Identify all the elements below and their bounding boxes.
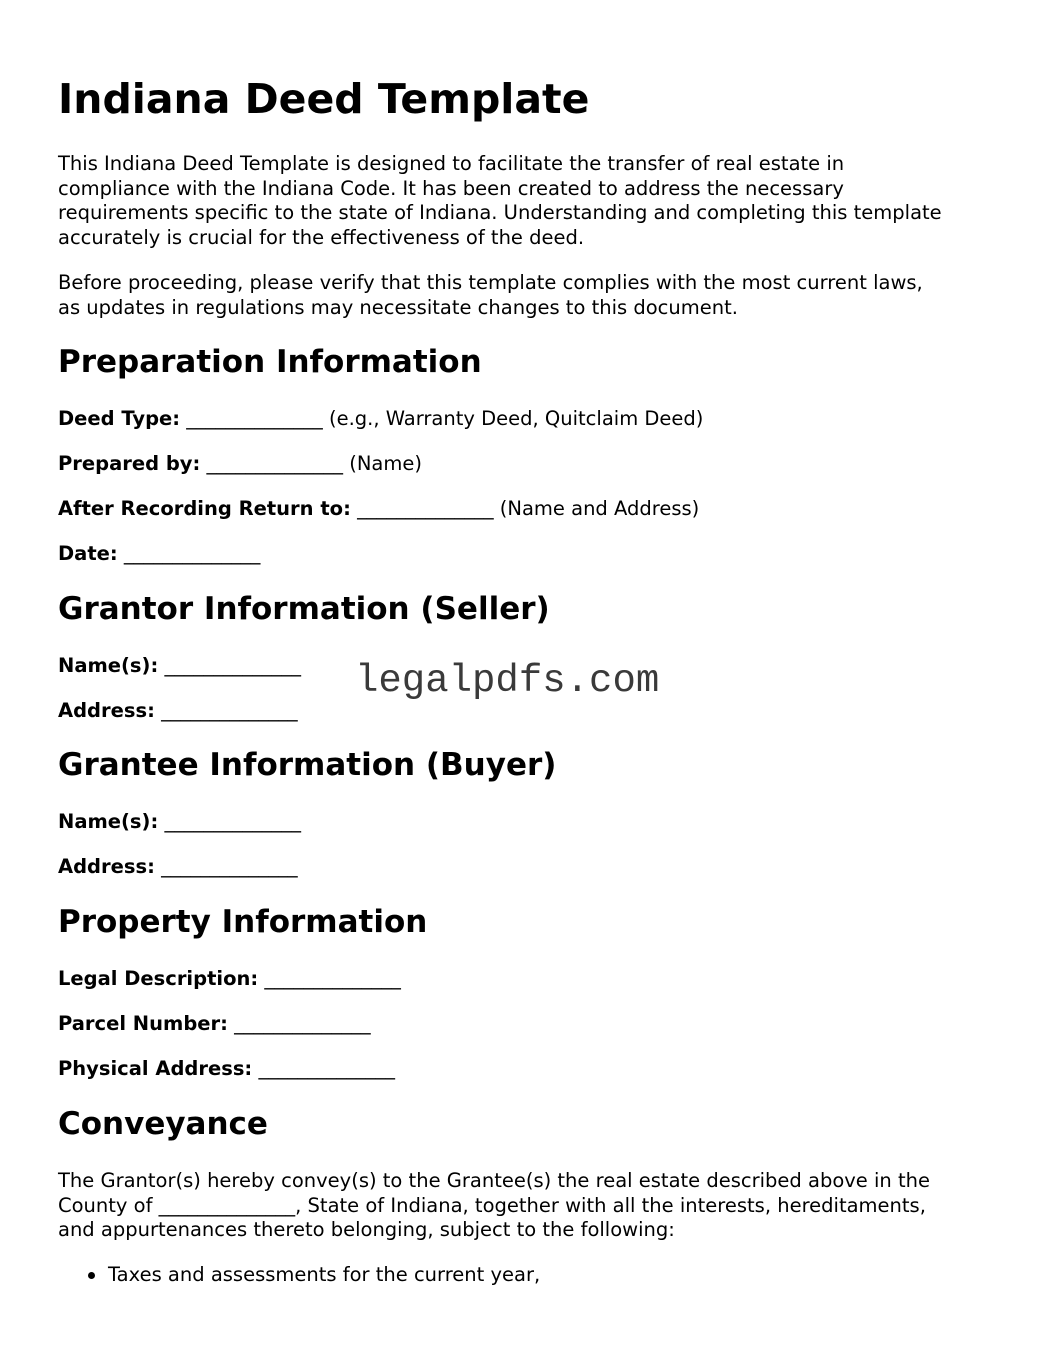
prepared-by-field — [58, 452, 422, 476]
legal-description-blank[interactable]: ______________ — [264, 967, 401, 990]
conveyance-paragraph — [58, 1169, 998, 1243]
prepared-by-label: Prepared by: — [58, 452, 201, 475]
legal-description-field — [58, 967, 401, 991]
date-field — [58, 542, 260, 566]
intro-line: accurately is crucial for the effectiveness of the deed. — [58, 225, 585, 249]
county-label: County of — [58, 1193, 153, 1217]
grantor-address-label: Address: — [58, 699, 155, 722]
watermark: legalpdfs.com — [355, 659, 660, 703]
deed-type-blank[interactable]: ______________ — [186, 407, 323, 430]
prepared-by-hint: (Name) — [349, 452, 422, 475]
grantee-address-label: Address: — [58, 855, 155, 878]
list-item: Taxes and assessments for the current year, — [108, 1263, 541, 1286]
intro-line: requirements specific to the state of Indiana. Understanding and completing this template — [58, 201, 942, 224]
deed-type-label: Deed Type: — [58, 407, 181, 430]
county-blank[interactable]: ______________ — [158, 1193, 296, 1217]
physical-address-blank[interactable]: ______________ — [258, 1057, 395, 1080]
return-to-field — [58, 497, 699, 521]
conveyance-conditions-list — [58, 1263, 540, 1287]
intro-paragraph-2 — [58, 271, 998, 320]
property-heading: Property Information — [58, 904, 428, 940]
deed-type-hint: (e.g., Warranty Deed, Quitclaim Deed) — [328, 407, 704, 430]
grantee-names-field — [58, 810, 301, 834]
prepared-by-blank[interactable]: ______________ — [206, 452, 344, 475]
grantor-names-blank[interactable]: ______________ — [164, 654, 301, 677]
return-to-label: After Recording Return to: — [58, 497, 351, 520]
parcel-number-label: Parcel Number: — [58, 1012, 228, 1035]
intro-line: This Indiana Deed Template is designed to facilitate the transfer of real estate in — [58, 152, 845, 175]
grantor-address-blank[interactable]: ______________ — [161, 699, 298, 722]
date-label: Date: — [58, 542, 118, 565]
intro-line: as updates in regulations may necessitate changes to this document. — [58, 295, 738, 319]
physical-address-label: Physical Address: — [58, 1057, 253, 1080]
parcel-number-field — [58, 1012, 371, 1036]
intro-line: Before proceeding, please verify that this template complies with the most current laws, — [58, 271, 923, 294]
grantor-heading: Grantor Information (Seller) — [58, 591, 550, 627]
preparation-heading: Preparation Information — [58, 344, 482, 380]
conveyance-heading: Conveyance — [58, 1106, 268, 1142]
grantee-names-label: Name(s): — [58, 810, 159, 833]
parcel-number-blank[interactable]: ______________ — [234, 1012, 371, 1035]
date-blank[interactable]: ______________ — [123, 542, 261, 565]
physical-address-field — [58, 1057, 395, 1081]
grantor-names-field — [58, 654, 301, 678]
legal-description-label: Legal Description: — [58, 967, 259, 990]
grantor-names-label: Name(s): — [58, 654, 159, 677]
page-title: Indiana Deed Template — [58, 75, 590, 123]
intro-paragraph-1 — [58, 152, 998, 250]
grantee-address-field — [58, 855, 298, 879]
grantee-heading: Grantee Information (Buyer) — [58, 747, 557, 783]
return-to-blank[interactable]: ______________ — [357, 497, 494, 520]
conveyance-line: The Grantor(s) hereby convey(s) to the Grantee(s) the real estate described above in the — [58, 1169, 930, 1192]
grantee-address-blank[interactable]: ______________ — [161, 855, 298, 878]
deed-type-field — [58, 407, 703, 431]
return-to-hint: (Name and Address) — [499, 497, 700, 520]
grantee-names-blank[interactable]: ______________ — [164, 810, 301, 833]
conveyance-line: and appurtenances thereto belonging, subject to the following: — [58, 1218, 675, 1241]
intro-line: compliance with the Indiana Code. It has been created to address the necessary — [58, 176, 844, 200]
conveyance-line: , State of Indiana, together with all the interests, hereditaments, — [295, 1193, 926, 1217]
grantor-address-field — [58, 699, 298, 723]
